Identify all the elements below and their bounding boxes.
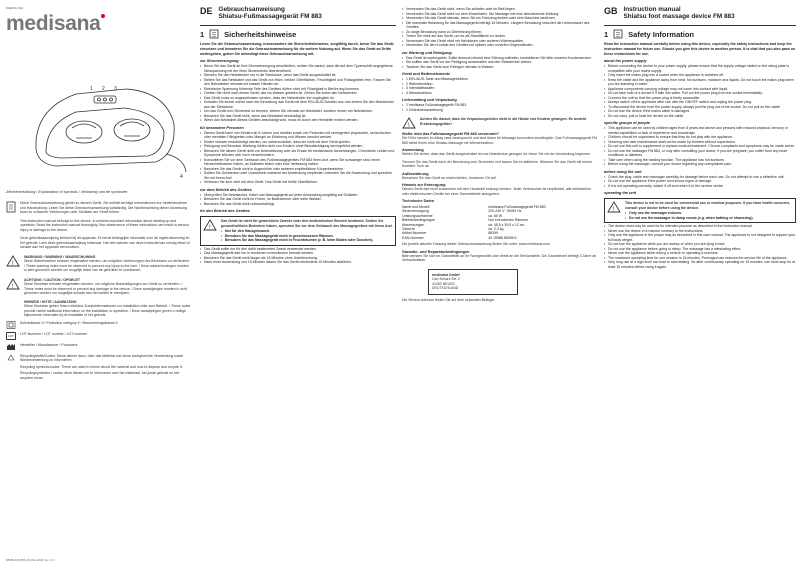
list-item: • Benutzen Sie das Gerät nicht, wenn das Netzkabel beschädigt ist. <box>200 114 396 119</box>
list-item: • Do not use the device if the mains cable is damaged. <box>604 109 796 114</box>
gb-before-heading: before using the unit <box>604 169 642 174</box>
warning-triangle-icon <box>402 117 416 129</box>
list-item: • Benutzen Sie das Gerät nicht unbeaufsichtigt. <box>200 202 396 207</box>
de-special-heading: für besondere Personen <box>200 125 244 130</box>
book-icon <box>6 201 16 213</box>
de-maintenance-list <box>402 56 598 70</box>
spec-label: Abmessungen <box>402 222 425 227</box>
manufacturer-address-box <box>428 269 518 295</box>
de-delivery-heading: Lieferumfang und Verpackung <box>402 98 457 102</box>
gb-title-2: Shiatsu foot massage device FM 883 <box>623 13 735 21</box>
spec-label: Gewicht <box>402 227 415 232</box>
de-warranty-heading: Garantie- und Reparaturbedingungen <box>402 249 470 254</box>
intro-en-text: This instruction manual belongs to this device. It contains important information about starting up and operation. Read the instruction manual thoroughly. Non-observance of these instructions can result in serious injury or damage to the device. <box>20 218 190 232</box>
list-item: • Verletzen Sie sich nicht mit dem Gerät. Das Gerät hat heiße Oberflächen. <box>200 180 396 185</box>
svg-text:1: 1 <box>90 86 93 92</box>
list-item: • Cleaning and user maintenance shall not be made by children without supervision. <box>604 140 796 145</box>
gb-operating-heading: operating the unit <box>604 191 637 196</box>
list-item: • Do not use the massager FM 883, or only after consulting your doctor, if you are pregnant, you suffer from any heart conditions or diabetes. <box>604 149 796 158</box>
list-item: • Stecken Sie den Netzstecker nur in die Steckdose, wenn das Gerät ausgeschaltet ist. <box>200 73 396 78</box>
de-service-note: Die Service-Adresse finden Sie auf dem separaten Beileger. <box>402 297 496 302</box>
de-special-list <box>200 131 396 185</box>
list-item: • Verwenden Sie das Gerät nicht vor dem Einschlafen. Die Massage hat eine stimulierende Wirkung. <box>402 12 598 17</box>
gb-section-1-title: Safety Information <box>628 29 695 39</box>
note-text: Diese Hinweise geben Ihnen nützliche Zusatzinformationen zur Installation oder zum Betrieb. / These notes provide useful additional information on the installation or operation. / Deze aanwijzingen geven u nuttige bijkomende informatie bij de installatie of het gebruik. <box>24 304 191 317</box>
de-section-3-heading: Anwendung <box>402 148 424 152</box>
manufacturer-icon <box>6 343 16 351</box>
spec-value: ca. 45,5 x 39,5 x 12 cm <box>488 222 525 227</box>
list-item: • Never use the device in a manner contrary to the instructions. <box>604 229 796 234</box>
list-item: • Nach einer Anwendung von 15 Minuten lassen Sie das Gerät mindestens 15 Minuten abkühlen. <box>200 260 396 265</box>
figure-caption: Zeichenerklärung / Explanation of symbols / Verklaring van de symbolen <box>6 190 128 194</box>
gb-title-1: Instruction manual <box>623 6 681 13</box>
list-item: • Never use the appliance while driving a vehicle or operating a machine. <box>604 251 796 256</box>
list-item: • Verwenden Sie das Gerät niemals, wenn Sie ein Fahrzeug lenken oder eine Maschine bedienen. <box>402 16 598 21</box>
recycling-icon <box>6 354 16 362</box>
de-tech-note: Die jeweils aktuelle Fassung dieser Gebrauchsanweisung finden Sie unter: www.medisana.com <box>402 242 551 247</box>
list-item: • Only use the appliance in the proper way as described in this user manual. The appliance is not designed to support your full body weight. <box>604 233 796 242</box>
svg-text:4: 4 <box>180 174 183 180</box>
de-packaging-warning <box>402 117 598 129</box>
de-power-list <box>200 64 396 123</box>
de-maintenance-heading: zur Wartung und Reinigung <box>402 50 452 55</box>
caution-block <box>6 278 192 296</box>
de-title-2: Shiatsu-Fußmassagegerät FM 883 <box>218 13 322 21</box>
spec-value: medisana Fußmassagegerät FM 883 <box>488 205 546 209</box>
de-header <box>200 6 396 20</box>
recycling-en-text: Recycling symbols/codes: These are used to inform about the material and how to dispose and recycle it. <box>20 364 183 369</box>
de-tech-heading: Technische Daten <box>402 199 435 203</box>
list-item: • 3 Intensitätsstufen <box>402 86 598 91</box>
svg-text:!: ! <box>209 225 211 232</box>
spec-value: Nur in trockenen Räumen <box>488 218 529 223</box>
list-item: • Do not use the appliance while you are asleep or when you are lying in bed. <box>604 242 796 247</box>
address-line: medisana GmbH <box>432 272 460 277</box>
protection-class-text: Schutzklasse II / Protection category II / Beschermingsklasse II <box>20 320 118 325</box>
list-item: • Zu lange Benutzung kann zu Überhitzung führen. <box>402 30 598 35</box>
svg-text:!: ! <box>12 260 14 267</box>
gb-warning-note: This device is not to be used for commercial use or medical purposes. If you have health concerns, consult your doctor before using the device. <box>625 201 791 210</box>
book-icon <box>613 29 623 39</box>
warning-triangle-icon <box>6 255 20 267</box>
protection-class-icon <box>6 321 16 329</box>
warning-triangle-icon <box>607 201 621 213</box>
de-section-3-text: Stellen Sie sicher, dass das Gerät ausgeschaltet ist und Netzstecker gezogen ist, bevor Sie mit der Anwendung beginnen. <box>402 152 591 156</box>
device-illustration <box>6 54 192 184</box>
de-storage-heading: Aufbewahrung <box>402 171 429 176</box>
foot-massager-illustration <box>6 54 192 184</box>
list-item: • Sollten Sie Schmerzen oder Unwohlsein während der Anwendung empfinden, beenden Sie die Anwendung und sprechen Sie mit Ihrem Arzt. <box>200 171 396 180</box>
de-delivery-list <box>402 103 598 112</box>
de-usage-text: Die Füße werden im Alltag stark beansprucht und sind daher für Massage besonders empfänglich. Das Fußmassagegerät FM 883 bietet Ihnen eine Shiatsu-Massage mit Wärmefunktion. <box>402 136 597 145</box>
lot-icon: LOT <box>6 332 16 340</box>
gb-special-list <box>604 126 796 167</box>
list-item: • 4 Netzanschluss <box>402 91 598 96</box>
address-line: DEUTSCHLAND <box>432 286 459 291</box>
gb-header <box>604 6 796 20</box>
gb-lang-code: GB <box>604 6 618 16</box>
list-item: • Stellen Sie das Netzkabel und das Gerät von Hitze, heißen Oberflächen, Feuchtigkeit und Flüssigkeiten fern. Fassen Sie den Netzstecker niemals mit nassen Händen an. <box>200 78 396 87</box>
list-item: • Treten Sie nicht auf das Gerät, um es als Standfläche zu nutzen. <box>402 34 598 39</box>
protection-class-row <box>6 321 192 329</box>
svg-text:!: ! <box>12 283 14 290</box>
de-disposal-text: Dieses Gerät darf nicht zusammen mit dem Hausmüll entsorgt werden. Jeder Verbraucher ist verpflichtet, alle elektrischen oder elektronischen Geräte bei einer Sammelstelle abzugeben. <box>402 187 592 196</box>
spec-value: ca. 60 W <box>488 213 503 218</box>
logo-dot <box>101 14 105 18</box>
list-item: • Reinigung und Benutzer-Wartung dürfen nicht von Kindern ohne Beaufsichtigung durchgeführt werden. <box>200 144 396 149</box>
lot-text: LOT-Nummer / LOT number / LOT-nummer <box>20 331 88 336</box>
de-warranty-text: Bitte wenden Sie sich im Garantiefall an Ihr Fachgeschäft oder direkt an die Servicestelle. Die Garantiezeit beträgt 3 Jahre ab Verkaufsdatum. <box>402 253 597 263</box>
list-item: • Do not use the appliance if the power cord shows signs of damage. <box>604 179 796 184</box>
list-item: • Das Gerät ist wartungsfrei. Sollte dennoch einmal eine Störung auftreten, kontaktieren Sie bitte unseren Kundenservice. <box>402 56 598 61</box>
de-before-operation-heading: vor dem Betrieb des Gerätes <box>200 187 252 192</box>
de-section-1-title: Sicherheitshinweise <box>224 29 297 39</box>
de-warning-note: Das Gerät ist nicht für gewerbliche Zwecke oder den medizinischen Bereich bestimmt. Sollten Sie gesundheitliche Bedenken haben, sprechen Sie vor dem Gebrauch des Massagegerätes mit Ihrem Arzt. <box>221 219 393 228</box>
list-item: • Tauchen Sie das Gerät zum Reinigen niemals in Wasser. <box>402 65 598 70</box>
de-title-1: Gebrauchsanweisung <box>218 6 285 13</box>
list-item: • Bevor Sie das Gerät an Ihre Stromversorgung anschließen, achten Sie darauf, dass die auf dem Typenschild angegebene Netzspannung mit der Ihres Stromnetzes übereinstimmt. <box>200 64 396 73</box>
svg-text:3: 3 <box>114 86 117 92</box>
list-item: • Schalten Sie immer zuerst nach der Benutzung das Gerät mit dem EIN-/AUS-Schalter aus und ziehen Sie den Netzstecker aus der Steckdose. <box>200 100 396 109</box>
list-item: • Do not use this unit to supplement or replace medical treatment. Chronic complaints and symptoms may be made worse. <box>604 144 796 149</box>
spec-value: 220-240 V~ 50/60 Hz <box>488 209 522 214</box>
list-item: • The maximum operating time for one session is 15 minutes. Prolonged use reduces the service life of the appliance. <box>604 256 796 261</box>
list-item: • Benutzen Sie das Gerät nicht im Freien, im Badezimmer oder nahe Wasser. <box>200 197 396 202</box>
list-item: • Sie sollten das Gerät vor der Reinigung ausschalten und den Netzstecker ziehen. <box>402 60 598 65</box>
svg-text:!: ! <box>408 123 410 129</box>
list-item: • Benutzen Sie das Massagegerät nicht in Feuchträumen (z. B. beim Baden oder Duschen). <box>221 238 393 243</box>
list-item: • Nur für den Hausgebrauch. <box>221 229 393 234</box>
de-operation-heading: für den Betrieb des Gerätes <box>200 209 250 214</box>
list-item: • 1 EIN-/AUS-Taste und Massagefunktion <box>402 77 598 82</box>
list-item: • Benutzen Sie dieses Gerät nicht zur Unterstützung oder als Ersatz für medizinische Anwendungen. Chronische Leiden und Symptome könnten sich noch verschlechtern. <box>200 149 396 158</box>
spec-value: ca. 2,3 kg <box>488 227 504 232</box>
recycling-de-text: Recyclingstoffe/Codes: Diese dienen dazu, über das Material und seine sachgerechte Verwendung sowie Wiederverwertung zu informieren. <box>20 353 184 362</box>
de-disposal-heading: Hinweis zur Entsorgung <box>402 183 446 187</box>
german-column-1 <box>200 6 396 562</box>
table-row <box>402 236 598 240</box>
de-continued-list <box>402 7 598 48</box>
de-device-parts-list <box>402 77 598 95</box>
lot-row <box>6 332 192 340</box>
de-safety-intro: Lesen Sie die Gebrauchsanweisung, insbesondere die Sicherheitshinweise, sorgfältig durch, bevor Sie das Gerät einsetzen und bewahren Sie die Gebrauchsanweisung für die weitere Nutzung auf. Wenn Sie das Gerät an Dritte weitergeben, geben Sie unbedingt diese Gebrauchsanweisung mit. <box>200 42 394 56</box>
list-item: • Very long use at a high level can lead to overheating. So after continuously operating for 15 minutes, use must stop for at least 15 minutes before using it again. <box>604 260 796 269</box>
manufacturer-text: Hersteller / Manufacturer / Producent <box>20 342 78 347</box>
list-item: • Keep the cable and the appliance away from heat, hot surfaces, moisture and liquids. Do not touch the mains plug when you are standing in water. <box>604 78 796 87</box>
list-item: • Appliance components carrying voltage may not come into contact with liquid. <box>604 87 796 92</box>
list-item: • Before connecting the device to your power supply, please ensure that the supply voltage stated on the rating plate is compatible with your mains supply. <box>604 64 796 73</box>
caution-triangle-icon <box>6 278 20 290</box>
warning-text: Diese Warnhinweise müssen eingehalten werden, um mögliche Verletzungen des Benutzers zu verhindern. / These warning notes must be observed to prevent any injury to the user. / Deze waarschuwingen moeten in acht genomen worden om mogelijk letsel van de gebruiker te voorkomen. <box>24 259 191 272</box>
intro-nl-text: Deze gebruiksaanwijzing behoort bij dit apparaat. Ze bevat belangrijke informatie over de ingebruikneming en het gebruik. Lees deze gebruiksaanwijzing helemaal. Het niet naleven van deze instructie kan ernstig letsel of schade aan het apparaat veroorzaken. <box>20 236 190 249</box>
list-item: • Children should be supervised to ensure that they do not play with the appliance. <box>604 135 796 140</box>
gb-operating-list <box>604 224 796 269</box>
brand-logo-text: medisana <box>6 12 101 35</box>
list-item: • Konsultieren Sie vor dem Gebrauch des Fußmassagegerätes FM 883 Ihren Arzt, wenn Sie schwanger sind, einen Herzschrittmacher haben, an Diabetes leiden oder eine Verletzung haben. <box>200 158 396 167</box>
document-footer-code: 88399 FM 883 15-Mar-2024 Ver. 2.1 <box>6 558 55 562</box>
address-line: 41453 NEUSS <box>432 281 455 286</box>
list-item: • Um das Gerät vom Stromnetz zu trennen, ziehen Sie niemals am Netzkabel, sondern immer am Netzstecker. <box>200 109 396 114</box>
warning-block <box>6 255 192 273</box>
spec-label: Artikel-Nummer <box>402 231 427 236</box>
caution-text: Diese Hinweise müssen eingehalten werden, um mögliche Beschädigungen am Gerät zu verhindern. / These notes must be observed to prevent any damage to the device. / Deze aanwijzingen moeten in acht genomen worden om mogelijke schade aan het toestel te vermijden. <box>24 282 187 295</box>
list-item: • Do not take hold of a device if it falls into water. Pull out the power plug from the socket immediately. <box>604 91 796 96</box>
list-item: • Benutzen Sie das Massagegerät nicht in geschlossenen Räumen. <box>221 234 393 239</box>
list-item: • Benutzen Sie das Gerät nicht in Augenhöhe oder anderen empfindlichen Körperbereichen. <box>200 167 396 172</box>
book-icon <box>209 29 219 39</box>
list-item: • Elektrische Spannung führende Teile des Gerätes dürfen nicht mit Flüssigkeit in Berührung kommen. <box>200 87 396 92</box>
list-item: • Kinder müssen beaufsichtigt werden, um sicherzustellen, dass sie nicht mit dem Gerät spielen. <box>200 140 396 145</box>
de-warning-list <box>221 229 393 243</box>
list-item: • Benutzen Sie das Gerät nicht länger als 15 Minuten ohne Unterbrechung. <box>200 256 396 261</box>
de-packaging-warning-text: Achten Sie darauf, dass die Verpackungsfolien nicht in die Hände von Kindern gelangen. Es besteht Erstickungsgefahr! <box>420 117 587 126</box>
list-item: • Before using the massager, consult your doctor regarding any unexplained pain. <box>604 162 796 167</box>
list-item: • Verwenden Sie das Gerät nicht mit Heizkissen oder anderen Wärmequellen. <box>402 39 598 44</box>
gb-safety-intro: Read the instruction manual carefully before using this device, especially the safety instructions and keep the instruction manual for future use. Should you give this device to another person, it is vital that you also pass on these instructions for use. <box>604 42 796 56</box>
list-item: • Greifen Sie nicht nach einem Gerät, das ins Wasser gefallen ist. Ziehen Sie sofort den Netzstecker. <box>200 91 396 96</box>
list-item: • Take care when using the heating function. The appliance has hot surfaces. <box>604 158 796 163</box>
list-item: • Vermeiden Sie den Kontakt des Gerätes mit spitzen oder scharfen Gegenständen. <box>402 43 598 48</box>
gb-section-1-number: 1 <box>604 29 609 39</box>
de-usage-heading: Wofür wird das Fußmassagegerät FM 883 verwendet? <box>402 132 499 136</box>
de-section-2-heading: Gerät und Bedienelemente <box>402 72 451 76</box>
de-operation-warning-box <box>200 216 396 246</box>
note-block <box>6 300 192 318</box>
list-item: • The device must only be used for its intended purpose as described in the instruction manual. <box>604 224 796 229</box>
gb-section-1-header <box>604 25 796 39</box>
list-item: • Always switch off the appliance after use with the ON/OFF switch and unplug the power plug. <box>604 100 796 105</box>
de-section-1-number: 1 <box>200 29 205 39</box>
gb-power-heading: about the power supply <box>604 59 647 64</box>
intro-de-text: Diese Gebrauchsanweisung gehört zu diesem Gerät. Sie enthält wichtige Informationen zur Inbetriebnahme und Handhabung. Lesen Sie diese Gebrauchsanweisung vollständig. Die Nichtbeachtung dieser Anweisung kann zu schweren Verletzungen oder Schäden am Gerät führen. <box>20 201 187 214</box>
note-title: HINWEIS / NOTE / AANWIJZING <box>24 299 77 304</box>
cover-column <box>6 6 192 562</box>
list-item: • If it is not operating correctly, switch it off and return it to the service centre. <box>604 184 796 189</box>
list-item: • Do not carry, pull or twist the device on the cable. <box>604 114 796 119</box>
list-item: • Only use the massager indoors. <box>625 211 793 216</box>
manufacturer-row <box>6 343 192 351</box>
gb-special-heading: specific groups of people <box>604 121 650 126</box>
gb-warning-list <box>625 211 793 220</box>
gb-power-list <box>604 64 796 118</box>
list-item: • This appliance can be used by children aged from 8 years and above and persons with reduced physical, sensory or mental capabilities or lack of experience and knowledge. <box>604 126 796 135</box>
intro-block <box>6 201 192 215</box>
list-item: • 1 medisana Fußmassagegerät FM 883 <box>402 103 598 108</box>
address-line: Carl-Schurz-Str. 2 <box>432 277 460 282</box>
de-storage-text: Bewahren Sie das Gerät an einem kühlen, trockenen Ort auf. <box>402 175 497 180</box>
english-column <box>604 6 796 562</box>
de-operation-list <box>200 247 396 265</box>
list-item: • Verwenden Sie das Gerät nicht, wenn Sie schlafen oder im Bett liegen. <box>402 7 598 12</box>
list-item: • Überprüfen Sie Netzstecker, Kabel und Massagegerät vor jeder Anwendung sorgfältig auf Schäden. <box>200 193 396 198</box>
list-item: • Dieses Gerät kann von Kindern ab 8 Jahren und darüber sowie von Personen mit verringerten physischen, sensorischen oder mentalen Fähigkeiten oder Mangel an Erfahrung und Wissen benutzt werden. <box>200 131 396 140</box>
list-item: • Wenn das Netzkabel dieses Gerätes beschädigt wird, muss es durch den Hersteller ersetzt werden. <box>200 118 396 123</box>
recycling-nl-text: Recyclingsymbolen / codes: deze dienen om te informeren over het materiaal, het juiste gebruik en het recyclen ervan. <box>20 371 179 380</box>
list-item: • Das Massagegerät darf nur in trockenen Innenräumen benutzt werden. <box>200 251 396 256</box>
spec-label: Betriebsbedingungen <box>402 218 436 223</box>
recycling-row <box>6 354 192 381</box>
list-item: • Das Gerät sollte nur für den dafür bestimmten Zweck verwendet werden. <box>200 247 396 252</box>
svg-text:!: ! <box>613 207 615 214</box>
warning-triangle-icon <box>203 219 217 231</box>
de-cleaning-text: Trennen Sie das Gerät nach der Benutzung vom Stromnetz und lassen Sie es abkühlen. Wischen Sie das Gerät mit einem feuchten Tuch ab. <box>402 159 592 168</box>
de-tech-table <box>402 205 598 240</box>
list-item: • 1 Gebrauchsanweisung <box>402 108 598 113</box>
list-item: • Only insert the mains plug into a socket when the appliance is switched off. <box>604 73 796 78</box>
list-item: • Check the plug, cable and massager carefully for damage before each use. Do not attempt to use a defective unit. <box>604 175 796 180</box>
list-item: • 2 Wärmefunktion <box>402 82 598 87</box>
list-item: • Das Gerät muss so angeschlossen werden, dass der Netzstecker frei zugänglich ist. <box>200 96 396 101</box>
list-item: • Die maximale Belastung für das Massagegerät beträgt 15 Minuten. Längere Benutzung reduziert die Lebensdauer des Gerätes. <box>402 21 598 30</box>
caution-title: ACHTUNG / CAUTION / OPGELET <box>24 277 80 282</box>
svg-text:2: 2 <box>102 86 105 92</box>
de-lang-code: DE <box>200 6 213 16</box>
spec-label: Name und Modell <box>402 205 430 209</box>
spec-label: Stromversorgung <box>402 209 429 214</box>
gb-before-list <box>604 175 796 189</box>
list-item: • Do not use the massager in damp rooms (e.g. when bathing or showering). <box>625 216 793 221</box>
warning-title: WARNUNG / WARNING / WAARSCHUWING <box>24 254 96 259</box>
brand-small-label: MEDISANA <box>6 6 24 10</box>
spec-label: Leistungsaufnahme <box>402 213 433 218</box>
spec-value: 88399 <box>488 231 498 236</box>
brand-logo <box>6 12 192 36</box>
de-section-1-header <box>200 25 396 39</box>
list-item: • To disconnect the device from the power supply, always pull the plug out of the socket. Do not pull on the cable! <box>604 105 796 110</box>
de-power-heading: zur Stromversorgung <box>200 59 239 64</box>
list-item: • Do not use the appliance before going to sleep. The massage has a stimulating effect. <box>604 247 796 252</box>
de-before-operation-list <box>200 193 396 207</box>
german-column-2 <box>402 6 598 562</box>
spec-label: EAN-Nummer <box>402 235 424 240</box>
list-item: • Connect the unit so that the power plug is freely accessible. <box>604 96 796 101</box>
spec-value: 40 15588 88399 6 <box>488 235 517 240</box>
gb-operating-warning-box <box>604 198 796 223</box>
